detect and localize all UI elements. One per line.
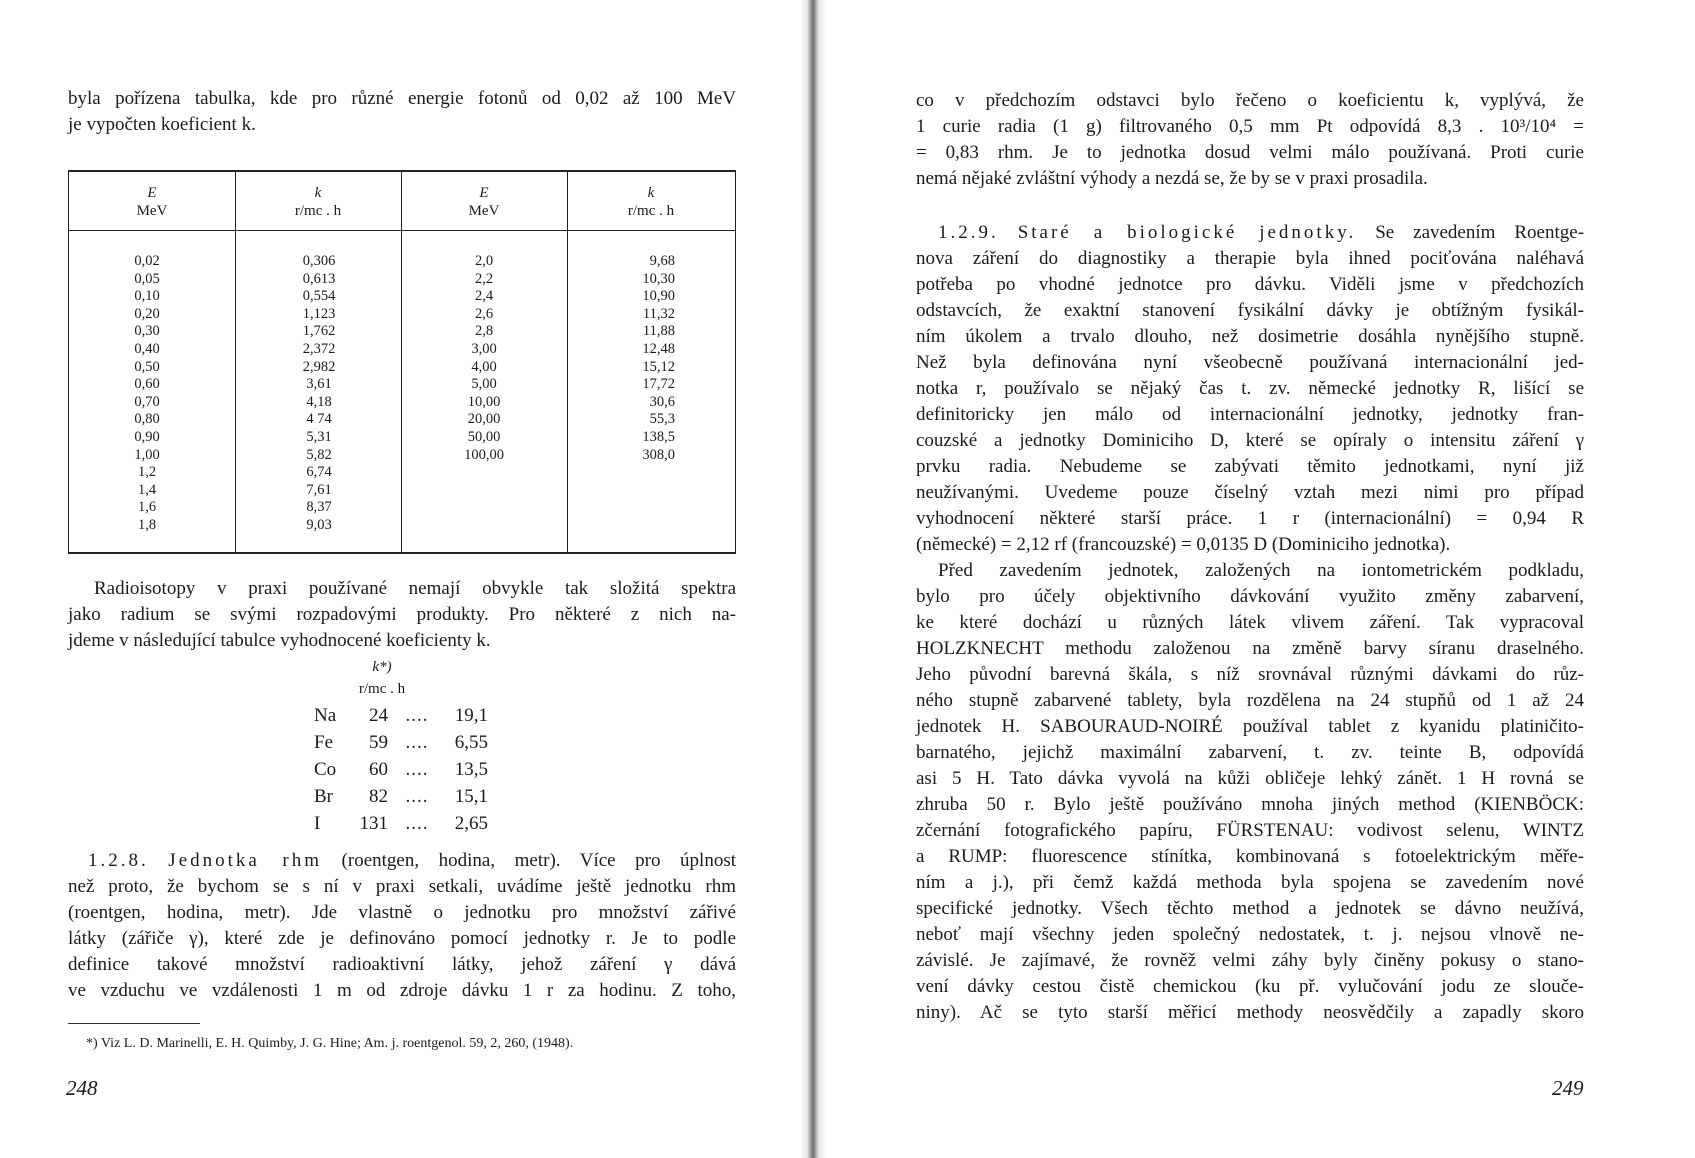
header-unit: r/mc . h — [358, 681, 406, 697]
text-line: než proto, že bychom se s ní v praxi setkali, uvádíme ještě jednotku rhm — [68, 876, 736, 897]
text-line: neužívanými. Uvedeme pouze číselný vztah mezi nimi pro případ — [916, 482, 1584, 503]
text-line: prvku radia. Nebudeme se zabývati těmito jednotkami, nyní již — [916, 456, 1584, 477]
table-cell: 5,00 — [471, 376, 497, 393]
text-line: a RUMP: fluorescence stínítka, kombinovaná s fotoelektrickým měře- — [916, 846, 1584, 867]
table-cell: 11,88 — [642, 323, 675, 340]
header-symbol: k — [647, 185, 655, 201]
table-header-rule — [69, 230, 735, 231]
table-cell: 308,0 — [642, 446, 675, 463]
section-heading: Jednotka rhm — [168, 850, 322, 871]
isotope-row — [314, 810, 488, 837]
isotope-table-header — [350, 656, 414, 700]
left-page — [0, 0, 812, 1158]
isotope-value: 6,55 — [454, 732, 488, 753]
isotope-mass: 60 — [369, 759, 388, 780]
table-cell: 5,82 — [306, 446, 332, 463]
isotope-row — [314, 729, 488, 756]
header-symbol: E — [479, 185, 489, 201]
table-cell: 9,03 — [306, 516, 332, 533]
table-cell: 0,60 — [134, 376, 160, 393]
table-cell: 1,123 — [302, 305, 336, 322]
text-line: Než byla definována nyní všeobecně používaná internacionální jed- — [916, 352, 1584, 373]
radioisotopes-paragraph — [68, 576, 736, 654]
table-cell: 2,6 — [474, 305, 494, 322]
table-cell: 2,8 — [474, 323, 494, 340]
text-line: definitoricky jen málo od internacionální jednotky, jednotky fran- — [916, 404, 1584, 425]
text-line: jdeme v následující tabulce vyhodnocené koeficienty k. — [68, 630, 491, 651]
table-cell: 9,68 — [649, 253, 675, 269]
text-line: ním úkolem a trvalo dlouho, než dosimetrie dosáhla nynějšího stupně. — [916, 326, 1584, 347]
table-cell: 3,61 — [306, 376, 332, 393]
table-cell: 0,20 — [134, 305, 160, 322]
table-cell: 0,05 — [134, 270, 160, 287]
table-cell: 4 74 — [306, 411, 332, 428]
header-symbol: E — [147, 185, 157, 201]
table-cell: 4,18 — [306, 393, 332, 410]
header-symbol: k — [314, 185, 322, 201]
section-1-2-8 — [68, 848, 736, 1004]
table-cell: 10,90 — [642, 288, 675, 305]
energy-column-2 — [444, 253, 524, 464]
header-unit: r/mc . h — [627, 203, 675, 219]
table-cell: 10,30 — [642, 270, 675, 287]
text-line: 1 curie radia (1 g) filtrovaného 0,5 mm Pt odpovídá 8,3 . 10³/10⁴ = — [916, 116, 1584, 137]
header-unit: r/mc . h — [294, 203, 342, 219]
isotope-mass: 59 — [369, 732, 388, 753]
table-cell: 5,31 — [306, 428, 332, 445]
table-cell: 1,6 — [137, 499, 157, 516]
table-cell: 2,4 — [474, 288, 494, 305]
leader-dots: .... — [405, 705, 429, 726]
table-cell: 55,3 — [649, 411, 675, 428]
footnote: *) Viz L. D. Marinelli, E. H. Quimby, J. G. Hine; Am. j. roentgenol. 59, 2, 260, (1948). — [86, 1036, 574, 1051]
text-line: ním a j.), při čemž každá methoda byla spojena se zavedením nové — [916, 872, 1584, 893]
text-line: zhruba 50 r. Bylo ještě používáno mnoha jiných method (KIENBÖCK: — [916, 794, 1584, 815]
text-line: byla pořízena tabulka, kde pro různé energie fotonů od 0,02 až 100 MeV — [68, 88, 736, 109]
text-run: Se zavedením Roentge- — [1375, 222, 1585, 243]
leader-dots: .... — [405, 786, 429, 807]
table-cell: 12,48 — [642, 340, 675, 357]
table-cell: 1,8 — [137, 516, 157, 533]
text-line: (německé) = 2,12 rf (francouzské) = 0,0135 D (Dominiciho jednotka). — [916, 534, 1451, 555]
isotope-name: Co — [314, 759, 337, 780]
isotope-row — [314, 756, 488, 783]
text-line: nemá nějaké zvláštní výhody a nezdá se, že by se v praxi prosadila. — [916, 168, 1428, 189]
table-header-k — [567, 184, 735, 220]
text-line: asi 5 H. Tato dávka vyvolá na kůži obličeje lehký zánět. 1 H rovná se — [916, 768, 1584, 789]
table-cell: 2,2 — [474, 270, 494, 287]
table-cell: 3,00 — [471, 340, 497, 357]
leader-dots: .... — [405, 732, 429, 753]
table-cell: 0,70 — [134, 393, 160, 410]
table-cell: 11,32 — [642, 305, 675, 322]
table-cell: 1,2 — [137, 464, 157, 481]
isotope-mass: 131 — [359, 813, 388, 834]
text-line: jako radium se svými rozpadovými produkty. Pro některé z nich na- — [68, 604, 736, 625]
table-cell: 6,74 — [306, 464, 332, 481]
header-symbol: k*) — [372, 659, 392, 675]
isotope-row — [314, 783, 488, 810]
table-header-k — [235, 184, 401, 220]
isotope-name: I — [314, 813, 321, 834]
text-line: specifické jednotky. Všech těchto method a jednotek se dávno neužívá, — [916, 898, 1584, 919]
isotope-value: 19,1 — [454, 705, 488, 726]
right-page — [812, 0, 1695, 1158]
text-line: Radioisotopy v praxi používané nemají obvykle tak složitá spektra — [94, 578, 736, 599]
footnote-rule — [68, 1023, 200, 1024]
table-cell: 138,5 — [642, 428, 675, 445]
header-unit: MeV — [136, 203, 168, 219]
isotope-value: 15,1 — [454, 786, 488, 807]
table-cell: 17,72 — [642, 376, 675, 393]
table-header-energy — [401, 184, 567, 220]
text-line: potřeba po vhodné jednotce pro dávku. Viděli jsme v předchozích — [916, 274, 1584, 295]
section-1-2-9 — [916, 220, 1584, 558]
isotope-mass: 24 — [369, 705, 388, 726]
table-cell: 0,80 — [134, 411, 160, 428]
table-divider — [401, 172, 402, 552]
section-number: 1.2.8. — [88, 850, 149, 871]
k-column-1 — [279, 253, 359, 535]
text-line: co v předchozím odstavci bylo řečeno o koeficientu k, vyplývá, že — [916, 90, 1584, 111]
text-line: látky (zářiče γ), které zde je definováno pomocí jednotky r. Je to podle — [68, 928, 736, 949]
text-run: (roentgen, hodina, metr). Více pro úplnost — [341, 850, 736, 871]
table-cell: 50,00 — [467, 428, 501, 445]
table-cell: 0,554 — [302, 288, 336, 305]
table-cell: 0,30 — [134, 323, 160, 340]
table-divider — [235, 172, 236, 552]
header-unit: MeV — [468, 203, 500, 219]
text-line: závislé. Je zajímavé, že rovněž velmi záhy byly činěny pokusy o stano- — [916, 950, 1584, 971]
isotope-name: Br — [314, 786, 333, 807]
table-cell: 0,90 — [134, 428, 160, 445]
table-cell: 8,37 — [306, 499, 332, 516]
text-line: HOLZKNECHT methodu založenou na změně barvy síranu draselného. — [916, 638, 1584, 659]
text-line: Jeho původní barevná škála, s níž srovnával různými dávkami do růz- — [916, 664, 1584, 685]
text-line: = 0,83 rhm. Je to jednotka dosud velmi málo používaná. Proti curie — [916, 142, 1584, 163]
table-cell: 0,10 — [134, 288, 160, 305]
text-line: odstavcích, že exaktní stanovení fysikální dávky je obtížným fysikál- — [916, 300, 1584, 321]
table-cell: 7,61 — [306, 481, 332, 498]
isotope-name: Fe — [314, 732, 333, 753]
text-line: zčernání fotografického papíru, FÜRSTENAU: vodivost selenu, WINTZ — [916, 820, 1584, 841]
text-line: vyhodnocení některé starší práce. 1 r (internacionální) = 0,94 R — [916, 508, 1584, 529]
text-line: barnatého, jejichž maximální zabarvení, t. zv. teinte B, odpovídá — [916, 742, 1584, 763]
table-cell: 0,02 — [134, 253, 160, 269]
section-number: 1.2.9. — [938, 222, 999, 243]
isotope-name: Na — [314, 705, 337, 726]
section-heading: Staré a biologické jednotky. — [1017, 222, 1357, 243]
isotope-row — [314, 702, 488, 729]
isotope-mass: 82 — [369, 786, 388, 807]
table-cell: 2,372 — [302, 340, 336, 357]
text-line: niny). Ač se tyto starší měřicí methody neosvědčily a zapadly skoro — [916, 1002, 1584, 1023]
table-header-energy — [69, 184, 235, 220]
table-cell: 1,762 — [302, 323, 336, 340]
energy-column-1 — [117, 253, 177, 535]
leader-dots: .... — [405, 759, 429, 780]
text-line: definice takové množství radioaktivní látky, jehož záření γ dává — [68, 954, 736, 975]
text-line: (roentgen, hodina, metr). Jde vlastně o jednotku pro množství zářivé — [68, 902, 736, 923]
table-divider — [567, 172, 568, 552]
text-line: ného stupně zabarvené tablety, byla rozdělena na 24 stupňů od 1 až 24 — [916, 690, 1584, 711]
energy-coefficient-table — [68, 170, 736, 554]
table-cell: 1,4 — [137, 481, 157, 498]
text-line: ve vzduchu ve vzdálenosti 1 m od zdroje dávku 1 r za hodinu. Z toho, — [68, 980, 736, 1001]
leader-dots: .... — [405, 813, 429, 834]
table-cell: 0,40 — [134, 340, 160, 357]
continuation-paragraph — [916, 88, 1584, 192]
text-line: jednotek H. SABOURAUD-NOIRÉ používal tablet z kyanidu platiničito- — [916, 716, 1584, 737]
text-line: bylo pro účely objektivního dávkování využito změny zabarvení, — [916, 586, 1584, 607]
table-cell: 2,0 — [474, 253, 494, 269]
table-cell: 10,00 — [467, 393, 501, 410]
isotope-value: 2,65 — [454, 813, 488, 834]
table-cell: 0,50 — [134, 358, 160, 375]
table-cell: 2,982 — [302, 358, 336, 375]
table-cell: 15,12 — [642, 358, 675, 375]
text-line: notka r, používalo se nějaký čas t. zv. německé jednotky R, lišící se — [916, 378, 1584, 399]
staining-methods-paragraph — [916, 558, 1584, 1026]
text-line: nova záření do diagnostiky a therapie byla ihned pociťována naléhavá — [916, 248, 1584, 269]
table-cell: 0,306 — [302, 253, 336, 269]
table-cell: 20,00 — [467, 411, 501, 428]
table-cell: 30,6 — [649, 393, 675, 410]
table-cell: 0,613 — [302, 270, 336, 287]
text-line: neboť mají všechny jeden společný nedostatek, t. j. nejsou vlnově ne- — [916, 924, 1584, 945]
text-line: vení dávky cestou čistě chemickou (ku př. vylučování jodu ze slouče- — [916, 976, 1584, 997]
isotope-value: 13,5 — [454, 759, 488, 780]
table-cell: 100,00 — [464, 446, 504, 463]
intro-paragraph — [68, 86, 736, 138]
k-column-2 — [617, 253, 675, 464]
text-line: couzské a jednotky Dominiciho D, které se opíraly o intensitu záření γ — [916, 430, 1584, 451]
table-cell: 4,00 — [471, 358, 497, 375]
text-line: ke které dochází u různých látek vlivem záření. Tak vypracoval — [916, 612, 1584, 633]
table-cell: 1,00 — [134, 446, 160, 463]
text-line: Před zavedením jednotek, založených na iontometrickém podkladu, — [938, 560, 1584, 581]
text-line — [916, 220, 1584, 246]
page-number: 249 — [1552, 1076, 1584, 1100]
text-line: je vypočten koeficient k. — [68, 114, 256, 135]
text-line — [68, 848, 736, 874]
page-number: 248 — [66, 1076, 98, 1100]
